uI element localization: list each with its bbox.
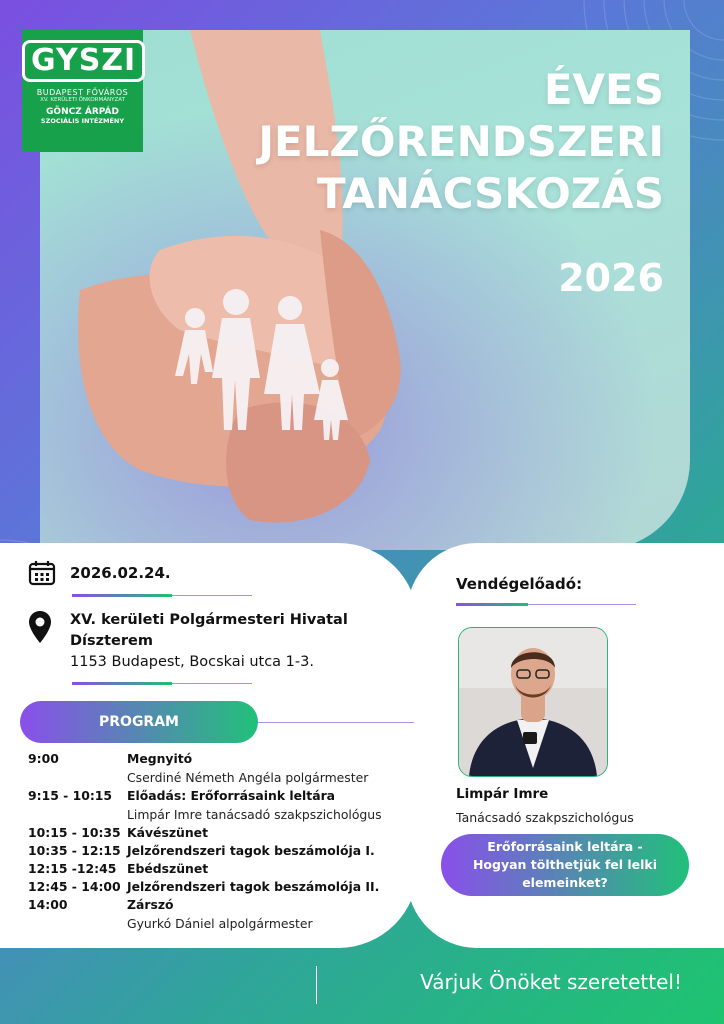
institution-logo (22, 30, 143, 152)
program-time: 10:35 - 12:15 (28, 843, 121, 858)
guest-portrait (458, 627, 608, 777)
logo-line: SZOCIÁLIS INTÉZMÉNY (40, 117, 125, 125)
venue-address: 1153 Budapest, Bocskai utca 1-3. (70, 654, 314, 670)
program-title: Előadás: Erőforrásaink leltára (127, 788, 336, 803)
location-pin-icon (28, 610, 52, 644)
program-title: Jelzőrendszeri tagok beszámolója II. (127, 879, 380, 894)
logo-line: BUDAPEST FŐVÁROS (36, 88, 129, 97)
program-time: 9:15 - 10:15 (28, 788, 113, 803)
footer-message: Várjuk Önöket szeretettel! (420, 970, 682, 994)
event-date (28, 560, 171, 586)
event-year: 2026 (558, 256, 664, 300)
title-line: TANÁCSKOZÁS (317, 169, 664, 218)
divider (456, 603, 528, 606)
guest-name: Limpár Imre (456, 786, 549, 802)
program-time: 12:45 - 14:00 (28, 879, 121, 894)
program-speaker: Cserdiné Németh Angéla polgármester (127, 770, 369, 785)
venue-room: Díszterem (70, 633, 153, 649)
date-text: 2026.02.24. (70, 564, 171, 582)
guest-portrait-illustration (459, 628, 607, 776)
footer-divider (316, 966, 317, 1004)
program-time: 12:15 -12:45 (28, 861, 117, 876)
venue-name: XV. kerületi Polgármesteri Hivatal (70, 612, 348, 628)
program-title: Ebédszünet (127, 861, 209, 876)
program-item (28, 878, 408, 896)
program-time: 9:00 (28, 751, 59, 766)
logo-line: XV. KERÜLETI ÖNKORMÁNYZAT (40, 97, 125, 103)
program-list (28, 750, 408, 933)
footer (0, 948, 724, 1024)
event-location (28, 610, 348, 673)
divider (250, 722, 414, 723)
program-title: Megnyitó (127, 751, 193, 766)
logo-line: GÖNCZ ÁRPÁD (46, 107, 119, 117)
divider (72, 594, 172, 597)
program-title: Zárszó (127, 897, 174, 912)
program-speaker: Gyurkó Dániel alpolgármester (127, 916, 313, 931)
program-time: 14:00 (28, 897, 68, 912)
talk-title: Erőforrásaink leltára - Hogyan tölthetjük fel lelki elemeinket? (441, 834, 689, 896)
program-title: Kávészünet (127, 825, 208, 840)
logo-mark: GYSZI (22, 40, 145, 82)
title-line: ÉVES (543, 65, 664, 114)
divider (172, 595, 252, 596)
guest-role: Tanácsadó szakpszichológus (456, 810, 634, 825)
divider (528, 604, 636, 605)
title-line: JELZŐRENDSZERI (258, 117, 664, 166)
program-heading: PROGRAM (20, 701, 258, 743)
program-item (28, 896, 408, 914)
program-item (28, 750, 408, 768)
program-title: Jelzőrendszeri tagok beszámolója I. (127, 843, 375, 858)
program-speaker: Limpár Imre tanácsadó szakpszichológus (127, 807, 382, 822)
program-item (28, 860, 408, 878)
guest-heading: Vendégelőadó: (456, 575, 583, 593)
event-title (258, 64, 664, 220)
program-time: 10:15 - 10:35 (28, 825, 121, 840)
program-item (28, 824, 408, 842)
calendar-icon (28, 560, 56, 586)
program-item (28, 787, 408, 805)
divider (72, 682, 172, 685)
divider (172, 683, 252, 684)
program-item (28, 842, 408, 860)
